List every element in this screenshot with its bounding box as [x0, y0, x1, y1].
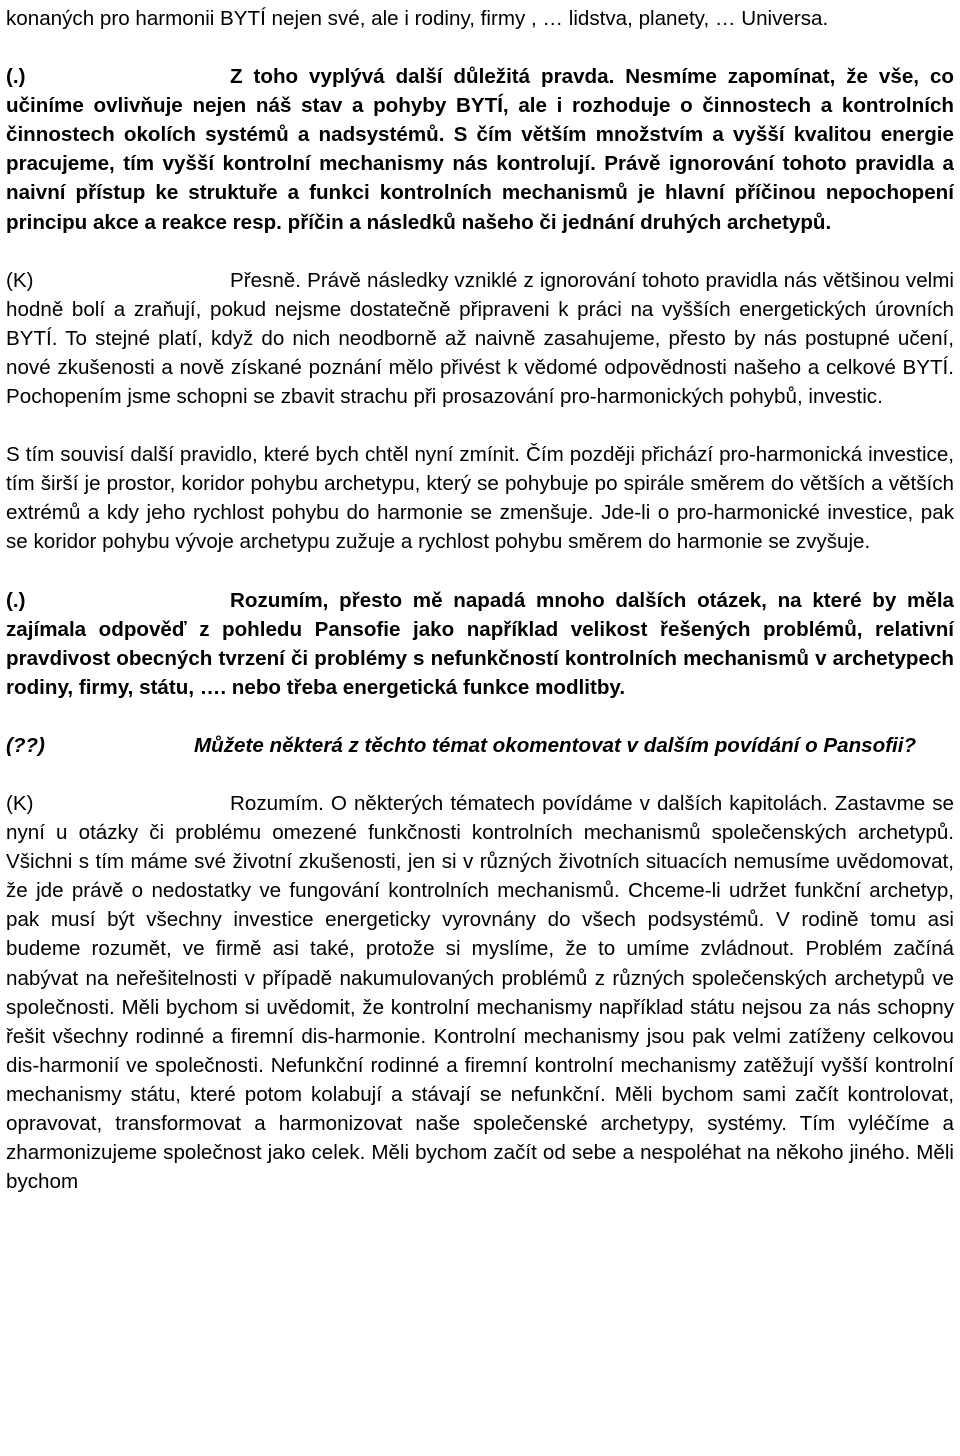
paragraph-question-3: [6, 731, 954, 760]
paragraph-rule: [6, 440, 954, 556]
paragraph-question-1: [6, 62, 954, 237]
paragraph-answer-2: [6, 789, 954, 1196]
speaker-label: (??): [6, 733, 45, 757]
speaker-label: (K): [6, 268, 34, 292]
paragraph-gap: [6, 557, 954, 586]
paragraph-gap: [6, 760, 954, 789]
paragraph-gap: [6, 33, 954, 62]
paragraph-text: S tím souvisí další pravidlo, které bych chtěl nyní zmínit. Čím později přichází pro-harmonická investice, tím širší je prostor, koridor pohybu archetypu, který se pohybuje po spirále směrem do větších a větších extrémů a kdy jeho rychlost pohybu do harmonie se zmenšuje. Jde-li o pro-harmonické investice, pak se koridor pohybu vývoje archetypu zužuje a rychlost pohybu směrem do harmonie se zvyšuje.: [6, 443, 954, 554]
paragraph-gap: [6, 702, 954, 731]
paragraph-text: Přesně. Právě následky vzniklé z ignorování tohoto pravidla nás většinou velmi hodně bolí a zraňují, pokud nejsme dostatečně připraveni k práci na vyšších energetických úrovních BYTÍ. To stejné platí, když do nich neodborně až naivně zasahujeme, přesto by nás postupné učení, nové zkušenosti a nově získané poznání mělo přivést k vědomé odpovědnosti našeho a celkové BYTÍ. Pochopením jsme schopni se zbavit strachu při prosazování pro-harmonických pohybů, investic.: [6, 268, 954, 409]
paragraph-text: Právě ignorování tohoto pravidla a naivní přístup ke struktuře a funkci kontrolních mechanismů je hlavní příčinou nepochopení principu akce a reakce resp.: [6, 152, 954, 234]
paragraph-text: Z toho vyplývá další důležitá pravda. Nesmíme zapomínat, že vše, co učiníme ovlivňuje nejen náš stav a pohyby BYTÍ, ale i rozhoduje o činnostech a kontrolních činnostech okolích systémů a nadsystémů.: [6, 65, 954, 147]
paragraph-text: Rozumím, přesto mě napadá mnoho dalších otázek, na které by měla zajímala odpověď z pohledu Pansofie jako například velikost řešených problémů, relativní pravdivost obecných tvrzení či problémy s nefunkčností kontrolních mechanismů v archetypech rodiny, firmy, státu, …. nebo třeba energetická funkce modlitby.: [6, 588, 954, 699]
paragraph-text: S čím větším množstvím a vyšší kvalitou energie pracujeme, tím vyšší kontrolní mechanismy nás kontrolují.: [6, 123, 954, 176]
paragraph-gap: [6, 237, 954, 266]
paragraph-text: Můžete některá z těchto témat okomentovat v dalším povídání o Pansofii?: [194, 733, 917, 757]
speaker-label: (.): [6, 588, 26, 612]
paragraph-answer-1: [6, 266, 954, 411]
paragraph-text: Rozumím. O některých tématech povídáme v dalších kapitolách. Zastavme se nyní u otázky či problému omezené funkčnosti kontrolních mechanismů společenských archetypů. Všichni s tím máme své životní zkušenosti, jen si v různých životních situacích nemusíme uvědomovat, že jde právě o nedostatky ve fungování kontrolních mechanismů. Chceme-li udržet funkční archetyp, pak musí být všechny investice energeticky vyrovnány do všech podsystémů. V rodině tomu asi budeme rozumět, ve firmě asi také, protože si myslíme, že to umíme zvládnout. Problém začíná nabývat na neřešitelnosti v případě nakumulovaných problémů z různých společenských archetypů ve společnosti. Měli bychom si uvědomit, že kontrolní mechanismy například státu nejsou za nás schopny řešit všechny rodinné a firemní dis-harmonie. Kontrolní mechanismy jsou pak velmi zatíženy celkovou dis-harmonií ve společnosti. Nefunkční rodinné a firemní kontrolní mechanismy zatěžují vyšší kontrolní mechanismy státu, které potom kolabují a stávají se nefunkční. Měli bychom sami začít kontrolovat, opravovat, transformovat a harmonizovat naše společenské archetypy, systémy. Tím vyléčíme a zharmonizujeme společnost jako celek. Měli bychom začít od sebe a nespoléhat na někoho jiného. Měli bychom: [6, 791, 954, 1194]
speaker-label: (.): [6, 65, 26, 89]
paragraph-text: konaných pro harmonii BYTÍ nejen své, ale i rodiny, firmy , … lidstva, planety, … Universa.: [6, 7, 829, 30]
document-page: [6, 4, 954, 1452]
speaker-label: (K): [6, 791, 34, 815]
paragraph-question-2: [6, 586, 954, 702]
paragraph-continuation: [6, 4, 954, 33]
paragraph-text: příčin a následků našeho či jednání druhých archetypů.: [281, 210, 832, 234]
paragraph-gap: [6, 411, 954, 440]
